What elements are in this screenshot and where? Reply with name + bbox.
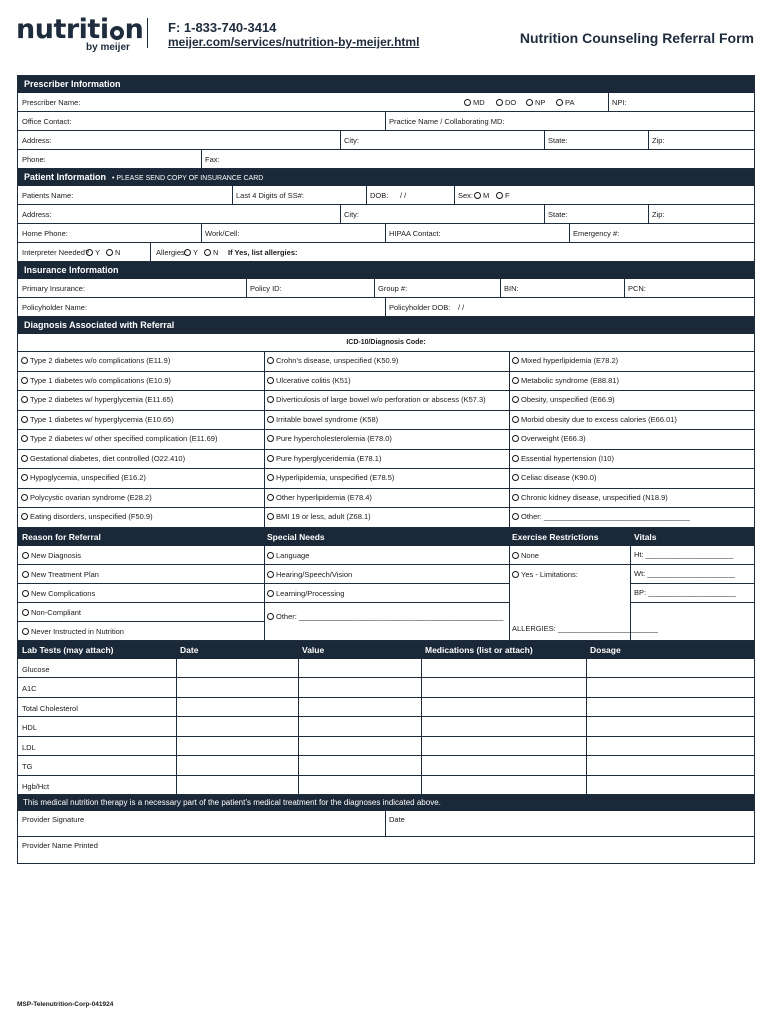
special-need-option[interactable]: Other: _________________________________________________ (267, 612, 503, 621)
diagnosis-section-bar: Diagnosis Associated with Referral (18, 317, 754, 334)
vitals-field[interactable]: Ht: _____________________ (634, 549, 734, 559)
diagnosis-label: Pure hyperglyceridemia (E78.1) (276, 453, 382, 463)
lab-row[interactable] (18, 659, 754, 679)
fax-label[interactable]: Fax: (205, 155, 220, 164)
patient-phone-row (18, 224, 754, 243)
diagnosis-option[interactable] (18, 489, 267, 508)
diagnosis-option[interactable] (18, 372, 267, 391)
diagnosis-label: Ulcerative colitis (K51) (276, 375, 351, 385)
work-cell-label[interactable]: Work/Cell: (205, 229, 240, 238)
diagnosis-option[interactable] (264, 391, 512, 410)
city-label[interactable]: City: (344, 210, 359, 219)
lab-tests-header: Lab Tests (may attach) (22, 644, 114, 655)
ssn-label[interactable]: Last 4 Digits of SS#: (236, 191, 304, 200)
diagnosis-label: Other: ___________________________________ (521, 512, 690, 521)
radio-circle[interactable] (512, 435, 519, 442)
patient-name-label[interactable]: Patients Name: (22, 191, 74, 200)
radio-circle[interactable] (21, 396, 28, 403)
diagnosis-option[interactable] (509, 411, 757, 430)
policyholder-dob-label[interactable]: Policyholder DOB: (389, 303, 451, 312)
diagnosis-option[interactable] (264, 430, 512, 449)
medications-header: Medications (list or attach) (425, 644, 533, 655)
pcn-label[interactable]: PCN: (628, 284, 646, 293)
interpreter-n-option[interactable]: N (106, 248, 120, 257)
diagnosis-option[interactable] (264, 450, 512, 469)
diagnosis-label: Celiac disease (K90.0) (521, 473, 597, 482)
npi-label[interactable]: NPI: (612, 98, 627, 107)
radio-circle[interactable] (21, 435, 28, 442)
radio-circle[interactable] (267, 455, 274, 462)
diagnosis-label: Crohn’s disease, unspecified (K50.9) (276, 356, 399, 365)
policyholder-name-label[interactable]: Policyholder Name: (22, 303, 88, 312)
diagnosis-label: Chronic kidney disease, unspecified (N18.9) (521, 492, 668, 502)
radio-circle[interactable] (267, 377, 274, 384)
pa-option[interactable]: PA (556, 98, 574, 107)
diagnosis-option[interactable] (509, 469, 757, 488)
sex-label: Sex: (458, 191, 474, 200)
lab-row[interactable] (18, 678, 754, 698)
reason-header: Reason for Referral (22, 531, 101, 542)
radio-circle[interactable] (21, 474, 28, 481)
diagnosis-option[interactable] (509, 391, 757, 410)
prescriber-address-row (18, 131, 754, 150)
dob-slashes: / / (400, 191, 407, 200)
diagnosis-row (18, 372, 754, 392)
radio-circle[interactable] (21, 455, 28, 462)
diagnosis-label: Essential hypertension (I10) (521, 453, 614, 463)
diagnosis-row (18, 391, 754, 411)
diagnosis-label: Hyperlipidemia, unspecified (E78.5) (276, 473, 395, 482)
page-header (0, 0, 770, 70)
prescriber-name-label[interactable]: Prescriber Name: (22, 98, 81, 107)
hipaa-label[interactable]: HIPAA Contact: (389, 229, 441, 238)
radio-circle[interactable] (267, 416, 274, 423)
referral-headers-bar (18, 528, 754, 546)
diagnosis-row (18, 430, 754, 450)
diagnosis-option[interactable] (18, 450, 267, 469)
reason-option[interactable]: New Treatment Plan (22, 570, 99, 579)
radio-circle[interactable] (512, 513, 519, 520)
diagnosis-label: Type 2 diabetes w/ hyperglycemia (E11.65) (30, 395, 174, 404)
diagnosis-label: Polycystic ovarian syndrome (E28.2) (30, 492, 152, 502)
diagnosis-label: Type 1 diabetes w/ hyperglycemia (E10.65) (30, 414, 174, 424)
diagnosis-label: Morbid obesity due to excess calories (E66.01) (521, 414, 677, 424)
provider-name-row (18, 837, 754, 864)
primary-insurance-label[interactable]: Primary Insurance: (22, 284, 85, 293)
diagnosis-option[interactable] (18, 508, 267, 527)
referral-form (17, 75, 755, 864)
diagnosis-row (18, 469, 754, 489)
diagnosis-option[interactable] (18, 430, 267, 449)
diagnosis-label: BMI 19 or less, adult (Z68.1) (276, 512, 371, 521)
do-option[interactable]: DO (496, 98, 516, 107)
diagnosis-option[interactable] (264, 508, 512, 527)
meijer-logo: by meijer (86, 42, 130, 53)
reason-option[interactable]: Never Instructed in Nutrition (22, 627, 124, 636)
signature-row (18, 811, 754, 837)
nutrition-logo: nutriti n (16, 14, 144, 45)
diagnosis-label: Type 2 diabetes w/ other specified complication (E11.69) (30, 434, 218, 443)
interpreter-y-option[interactable]: Y (86, 248, 100, 257)
interpreter-label: Interpreter Needed? (22, 248, 90, 257)
insurance-row (18, 279, 754, 298)
lab-row[interactable] (18, 737, 754, 757)
dob-label[interactable]: DOB: (370, 191, 389, 200)
prescriber-phone-row (18, 150, 754, 169)
lab-test-name: HDL (22, 723, 38, 732)
home-phone-label[interactable]: Home Phone: (22, 229, 68, 238)
radio-circle[interactable] (512, 416, 519, 423)
icd-header: ICD-10/Diagnosis Code: (18, 334, 754, 352)
lab-test-name: Hgb/Hct (22, 781, 50, 791)
diagnosis-option[interactable] (264, 469, 512, 488)
provider-name-label[interactable]: Provider Name Printed (22, 841, 98, 850)
reason-option[interactable]: New Complications (22, 589, 95, 598)
diagnosis-row (18, 508, 754, 528)
lab-row[interactable] (18, 717, 754, 737)
insurance-section-bar: Insurance Information (18, 262, 754, 279)
radio-circle[interactable] (512, 455, 519, 462)
diagnosis-label: Other hyperlipidemia (E78.4) (276, 492, 372, 502)
dosage-header: Dosage (590, 644, 621, 655)
lab-row[interactable] (18, 698, 754, 718)
diagnosis-option[interactable] (264, 411, 512, 430)
diagnosis-label: Eating disorders, unspecified (F50.9) (30, 512, 153, 521)
radio-circle[interactable] (512, 396, 519, 403)
radio-circle[interactable] (21, 416, 28, 423)
diagnosis-option[interactable] (18, 411, 267, 430)
provider-signature-label[interactable]: Provider Signature (22, 815, 85, 824)
diagnosis-label: Hypoglycemia, unspecified (E16.2) (30, 473, 146, 482)
diagnosis-label: Irritable bowel syndrome (K58) (276, 414, 379, 424)
diagnosis-label: Metabolic syndrome (E88.81) (521, 375, 619, 385)
exercise-header: Exercise Restrictions (512, 531, 599, 542)
sex-f-option[interactable]: F (496, 191, 510, 200)
state-label[interactable]: State: (548, 136, 568, 145)
lab-test-name: Glucose (22, 664, 50, 674)
radio-circle[interactable] (21, 494, 28, 501)
allergies-label: Allergies: (156, 248, 187, 257)
diagnosis-grid (18, 352, 754, 528)
lab-test-name: A1C (22, 684, 37, 693)
policy-id-label[interactable]: Policy ID: (250, 284, 282, 293)
allergies-y-option[interactable]: Y (184, 248, 198, 257)
state-label[interactable]: State: (548, 210, 568, 219)
date-header: Date (180, 644, 199, 655)
lab-row[interactable] (18, 776, 754, 796)
office-contact-row (18, 112, 754, 131)
radio-circle[interactable] (267, 357, 274, 364)
radio-circle[interactable] (267, 435, 274, 442)
group-label[interactable]: Group #: (378, 284, 408, 293)
labs-header-bar (18, 641, 754, 659)
special-needs-header: Special Needs (267, 531, 325, 542)
diagnosis-option[interactable] (509, 450, 757, 469)
radio-circle[interactable] (267, 513, 274, 520)
attestation-bar: This medical nutrition therapy is a necessary part of the patient’s medical treatment for the diagnoses indicated above. (18, 795, 754, 811)
labs-table (18, 659, 754, 796)
address-label[interactable]: Address: (22, 136, 52, 145)
diagnosis-option[interactable] (18, 469, 267, 488)
radio-circle[interactable] (512, 357, 519, 364)
diagnosis-row (18, 411, 754, 431)
radio-circle[interactable] (512, 474, 519, 481)
diagnosis-row (18, 450, 754, 470)
prescriber-section-bar: Prescriber Information (18, 76, 754, 93)
zip-label[interactable]: Zip: (652, 136, 665, 145)
vitals-field[interactable]: BP: _____________________ (634, 587, 736, 597)
md-option[interactable]: MD (464, 98, 485, 107)
radio-circle[interactable] (21, 513, 28, 520)
diagnosis-label: Pure hypercholesterolemia (E78.0) (276, 434, 392, 443)
vitals-field[interactable]: Wt: _____________________ (634, 568, 735, 578)
header-divider (147, 18, 148, 48)
diagnosis-row (18, 352, 754, 372)
diagnosis-label: Obesity, unspecified (E66.9) (521, 395, 615, 404)
radio-circle[interactable] (512, 377, 519, 384)
lab-test-name: LDL (22, 742, 36, 752)
prescriber-name-row (18, 93, 754, 112)
diagnosis-label: Overweight (E66.3) (521, 434, 586, 443)
address-label[interactable]: Address: (22, 210, 52, 219)
office-contact-label[interactable]: Office Contact: (22, 117, 72, 126)
referral-details (18, 546, 754, 641)
patient-section-bar: Patient Information • PLEASE SEND COPY OF INSURANCE CARD (18, 169, 754, 186)
radio-circle[interactable] (21, 357, 28, 364)
allergies-note[interactable]: If Yes, list allergies: (228, 248, 298, 257)
special-need-option[interactable]: Learning/Processing (267, 589, 344, 598)
radio-circle[interactable] (21, 377, 28, 384)
radio-circle[interactable] (512, 494, 519, 501)
exercise-allergies-field[interactable]: ALLERGIES: ________________________ (512, 623, 658, 633)
lab-test-name: TG (22, 762, 33, 771)
patient-address-row (18, 205, 754, 224)
reason-option[interactable]: New Diagnosis (22, 551, 81, 560)
patient-name-row (18, 186, 754, 205)
special-need-option[interactable]: Language (267, 551, 309, 560)
emergency-label[interactable]: Emergency #: (573, 229, 620, 238)
form-title: Nutrition Counseling Referral Form (519, 30, 754, 46)
bin-label[interactable]: BIN: (504, 284, 519, 293)
radio-circle[interactable] (267, 494, 274, 501)
signature-date-label[interactable]: Date (389, 815, 405, 824)
diagnosis-row (18, 489, 754, 509)
radio-circle[interactable] (267, 396, 274, 403)
diagnosis-label: Diverticulosis of large bowel w/o perforation or abscess (K57.3) (276, 395, 486, 404)
diagnosis-option[interactable] (509, 489, 757, 508)
diagnosis-option[interactable] (509, 372, 757, 391)
diagnosis-option[interactable] (264, 489, 512, 508)
value-header: Value (302, 644, 325, 655)
diagnosis-option[interactable] (509, 430, 757, 449)
zip-label[interactable]: Zip: (652, 210, 665, 219)
np-option[interactable]: NP (526, 98, 545, 107)
allergies-n-option[interactable]: N (204, 248, 218, 257)
phone-label[interactable]: Phone: (22, 155, 46, 164)
diagnosis-label: Mixed hyperlipidemia (E78.2) (521, 356, 619, 365)
diagnosis-label: Gestational diabetes, diet controlled (O22.410) (30, 453, 186, 463)
city-label[interactable]: City: (344, 136, 359, 145)
reason-option[interactable]: Non-Compliant (22, 608, 81, 617)
diagnosis-label: Type 2 diabetes w/o complications (E11.9) (30, 356, 171, 365)
practice-label[interactable]: Practice Name / Collaborating MD: (389, 117, 505, 126)
exercise-option[interactable]: Yes - Limitations: (512, 570, 578, 579)
diagnosis-option[interactable] (264, 372, 512, 391)
exercise-option[interactable]: None (512, 551, 539, 560)
lab-row[interactable] (18, 756, 754, 776)
diagnosis-label: Type 1 diabetes w/o complications (E10.9) (30, 375, 171, 385)
diagnosis-option[interactable] (18, 391, 267, 410)
special-need-option[interactable]: Hearing/Speech/Vision (267, 570, 352, 579)
header-fax: F: 1-833-740-3414 (168, 20, 277, 35)
radio-circle[interactable] (267, 474, 274, 481)
policyholder-dob-slashes: / / (458, 303, 465, 312)
diagnosis-option[interactable] (264, 352, 512, 371)
vitals-header: Vitals (634, 531, 657, 542)
diagnosis-option[interactable] (18, 352, 267, 371)
patient-interpreter-row (18, 243, 754, 262)
diagnosis-option[interactable] (509, 508, 757, 527)
diagnosis-option[interactable] (509, 352, 757, 371)
lab-test-name: Total Cholesterol (22, 703, 78, 713)
form-code: MSP-Telenutrition-Corp-041924 (17, 1001, 114, 1008)
policyholder-row (18, 298, 754, 317)
header-url[interactable]: meijer.com/services/nutrition-by-meijer.html (168, 35, 420, 49)
sex-m-option[interactable]: M (474, 191, 489, 200)
